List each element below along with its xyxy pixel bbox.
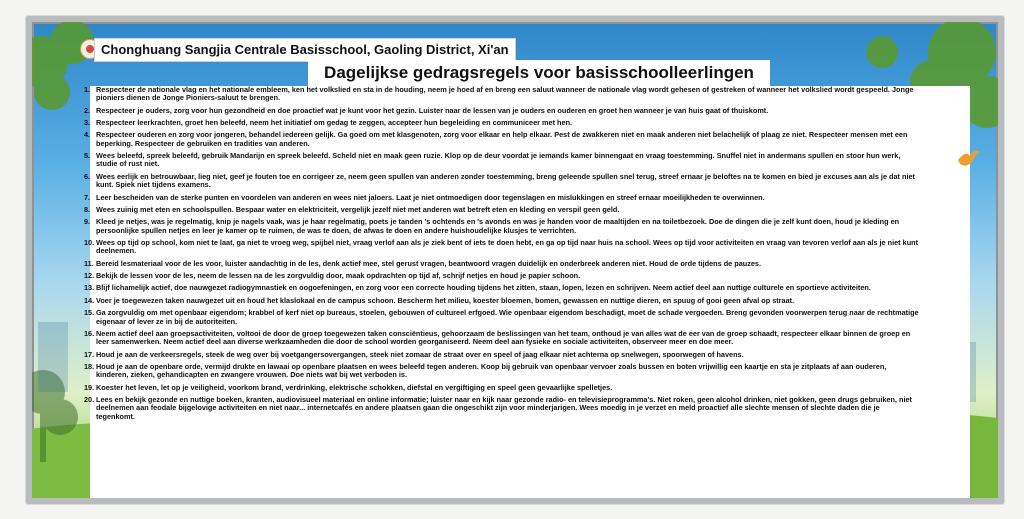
rule-number: 20. — [84, 395, 95, 405]
rule-number: 1. — [84, 85, 91, 94]
rule-number: 10. — [84, 238, 95, 247]
rule-number: 12. — [84, 271, 95, 281]
rule-item — [84, 194, 920, 202]
rule-number: 7. — [84, 192, 91, 202]
rule-text: Blijf lichamelijk actief, doe nauwgezet radiogymnastiek en oogoefeningen, en zorg voor een correcte houding tijdens het zitten, staan, lopen, lezen en schrijven. Neem actief deel aan nuttige culturele en sportieve activiteiten. — [96, 283, 871, 293]
rule-number: 19. — [84, 382, 95, 392]
page-title: Dagelijkse gedragsregels voor basisschoolleerlingen — [324, 63, 754, 82]
rule-item — [84, 363, 920, 380]
rule-text: Wees eerlijk en betrouwbaar, lieg niet, geef je fouten toe en corrigeer ze, neem geen spullen van anderen zonder toestemming, breng geleende spullen snel terug, streef ernaar je beloftes na te komen en bied je excuses aan als je dat niet kunt. Spiek niet tijdens examens. — [96, 171, 915, 190]
school-name-banner — [94, 38, 516, 62]
rule-item — [84, 152, 920, 169]
rule-item — [84, 351, 920, 359]
rule-text: Bekijk de lessen voor de les, neem de lessen na de les zorgvuldig door, maak opdrachten op tijd af, schrijf netjes en houd je papier schoon. — [96, 271, 581, 281]
rule-item — [84, 119, 920, 127]
rule-number: 3. — [84, 118, 91, 128]
rule-item — [84, 309, 920, 326]
rule-text: Lees en bekijk gezonde en nuttige boeken, kranten, audiovisueel materiaal en online informatie; luister naar en kijk naar gezonde radio- en televisieprogramma's. Niet roken, geen alcohol drinken, niet gokken, geen drugs gebruiken, niet deelnemen aan feodale bijgelovige activiteiten en niet naar... internetcafés en andere plaatsen gaan die ongeschikt zijn voor minderjarigen. Wees moedig in je verzet en meld proactief alle slechte mensen of slechte daden die je tegenkomt. — [96, 395, 912, 421]
rule-item — [84, 272, 920, 280]
rule-item — [84, 86, 920, 103]
rule-text: Ga zorgvuldig om met openbaar eigendom; krabbel of kerf niet op bureaus, stoelen, gebouwen of cultureel erfgoed. Wie openbaar eigendom beschadigt, moet de schade vergoeden. Breng gevonden voorwerpen terug naar de rechtmatige eigenaar of lever ze in bij de autoriteiten. — [96, 308, 919, 326]
rule-text: Bereid lesmateriaal voor de les voor, luister aandachtig in de les, denk actief mee, stel gerust vragen, beantwoord vragen duidelijk en onderbreek anderen niet. Houd de orde tijdens de pauzes. — [96, 258, 762, 268]
rule-item — [84, 396, 920, 421]
rule-number: 2. — [84, 105, 91, 115]
rule-text: Respecteer je ouders, zorg voor hun gezondheid en doe proactief wat je kunt voor het gezin. Luister naar de lessen van je ouders en ouderen en groet hen wanneer je van huis gaat of thuiskomt. — [96, 105, 769, 115]
rule-number: 18. — [84, 362, 95, 372]
rule-number: 16. — [84, 328, 95, 338]
title-box — [308, 60, 770, 86]
rule-item — [84, 260, 920, 268]
bird-icon — [956, 148, 982, 170]
rule-item — [84, 173, 920, 190]
rule-text: Voer je toegewezen taken nauwgezet uit en houd het klaslokaal en de campus schoon. Bescherm het milieu, koester bloemen, bomen, gewassen en nuttige dieren, en spuug of gooi geen afval op straat. — [96, 295, 795, 305]
rule-item — [84, 107, 920, 115]
rule-text: Neem actief deel aan groepsactiviteiten, voltooi de door de groep toegewezen taken consciëntieus, gehoorzaam de beslissingen van het team, onthoud je van alles wat de eer van de groep schaadt, respecteer elkaar binnen de groep en leer samenwerken. Neem actief deel aan diverse werkzaamheden die door de school worden georganiseerd. Neem deel aan fysieke en sociale activiteiten, observeer meer en doe meer. — [96, 328, 911, 347]
rule-text: Koester het leven, let op je veiligheid, voorkom brand, verdrinking, elektrische schokken, diefstal en vergiftiging en speel geen gevaarlijke spelletjes. — [96, 382, 613, 392]
rule-number: 17. — [84, 349, 95, 359]
rule-item — [84, 384, 920, 392]
rule-text: Kleed je netjes, was je regelmatig, knip je nagels vaak, was je haar regelmatig, poets je tanden 's ochtends en 's avonds en was je handen voor de maaltijden en na toiletbezoek. Doe de dingen die je zelf kunt doen, houd je kleding en persoonlijke spullen netjes en leer je kamer op te ruimen, de was te doen, de afwas te doen en andere huishoudelijke klusjes te verrichten. — [96, 217, 900, 235]
rule-number: 15. — [84, 308, 95, 318]
rule-number: 8. — [84, 204, 91, 214]
rule-item — [84, 206, 920, 214]
rule-number: 11. — [84, 258, 94, 268]
rule-number: 13. — [84, 283, 95, 293]
school-name: Chonghuang Sangjia Centrale Basisschool, Gaoling District, Xi'an — [101, 42, 509, 57]
rule-number: 14. — [84, 295, 95, 305]
rule-text: Respecteer de nationale vlag en het nationale embleem, ken het volkslied en sta in de houding, neem je hoed af en breng een saluut wanneer de nationale vlag wordt gehesen of gestreken of wanneer het volkslied wordt gespeeld. Jonge pioniers dienen de Jonge Pioniers-saluut te brengen. — [96, 85, 914, 103]
rule-item — [84, 239, 920, 256]
rule-text: Houd je aan de openbare orde, vermijd drukte en lawaai op openbare plaatsen en wees beleefd tegen anderen. Koop bij gebruik van openbaar vervoer zoals bussen en boten vrijwillig een kaartje en sta je zitplaats af aan ouderen, kinderen, zieken, gehandicapten en zwangere vrouwen. Doe niets wat bij wet verboden is. — [96, 362, 887, 380]
rule-item — [84, 131, 920, 148]
rule-item — [84, 330, 920, 347]
rule-text: Leer bescheiden van de sterke punten en voordelen van anderen en wees niet jaloers. Laat je niet ontmoedigen door tegenslagen en mislukkingen en streef ernaar moeilijkheden te overwinnen. — [96, 192, 765, 202]
rule-number: 9. — [84, 217, 91, 227]
rule-number: 6. — [84, 171, 91, 181]
rule-text: Respecteer leerkrachten, groet hen beleefd, neem het initiatief om gedag te zeggen, accepteer hun begeleiding en communiceer met hen. — [96, 118, 573, 128]
rule-text: Houd je aan de verkeersregels, steek de weg over bij voetgangersovergangen, steek niet zomaar de straat over en speel of jaag elkaar niet achterna op snelwegen, spoorwegen of havens. — [96, 349, 744, 359]
rule-number: 5. — [84, 151, 91, 161]
rule-item — [84, 284, 920, 292]
rules-list — [84, 86, 920, 425]
rule-number: 4. — [84, 130, 91, 140]
rule-text: Wees zuinig met eten en schoolspullen. Bespaar water en elektriciteit, vergelijk jezelf niet met anderen wat betreft eten en kleding en verspil geen geld. — [96, 204, 620, 214]
rule-item — [84, 218, 920, 235]
rule-item — [84, 297, 920, 305]
rule-text: Respecteer ouderen en zorg voor jongeren, behandel iedereen gelijk. Ga goed om met klasgenoten, zorg voor elkaar en help elkaar. Pest de zwakkeren niet en maak anderen niet belachelijk of plaag ze niet. Respecteer mensen met een beperking. Respecteer de gebruiken en tradities van anderen. — [96, 130, 908, 148]
rule-text: Wees op tijd op school, kom niet te laat, ga niet te vroeg weg, spijbel niet, vraag verlof aan als je ziek bent of iets te doen hebt, en ga op tijd naar huis na school. Wees op tijd voor activiteiten en vraag van tevoren verlof aan als je niet kunt deelnemen. — [96, 238, 919, 256]
rule-text: Wees beleefd, spreek beleefd, gebruik Mandarijn en spreek beleefd. Scheld niet en maak geen ruzie. Klop op de deur voordat je iemands kamer binnengaat en vraag toestemming. Snuffel niet in andermans spullen en stoor hun werk, studie of rust niet. — [96, 151, 901, 169]
